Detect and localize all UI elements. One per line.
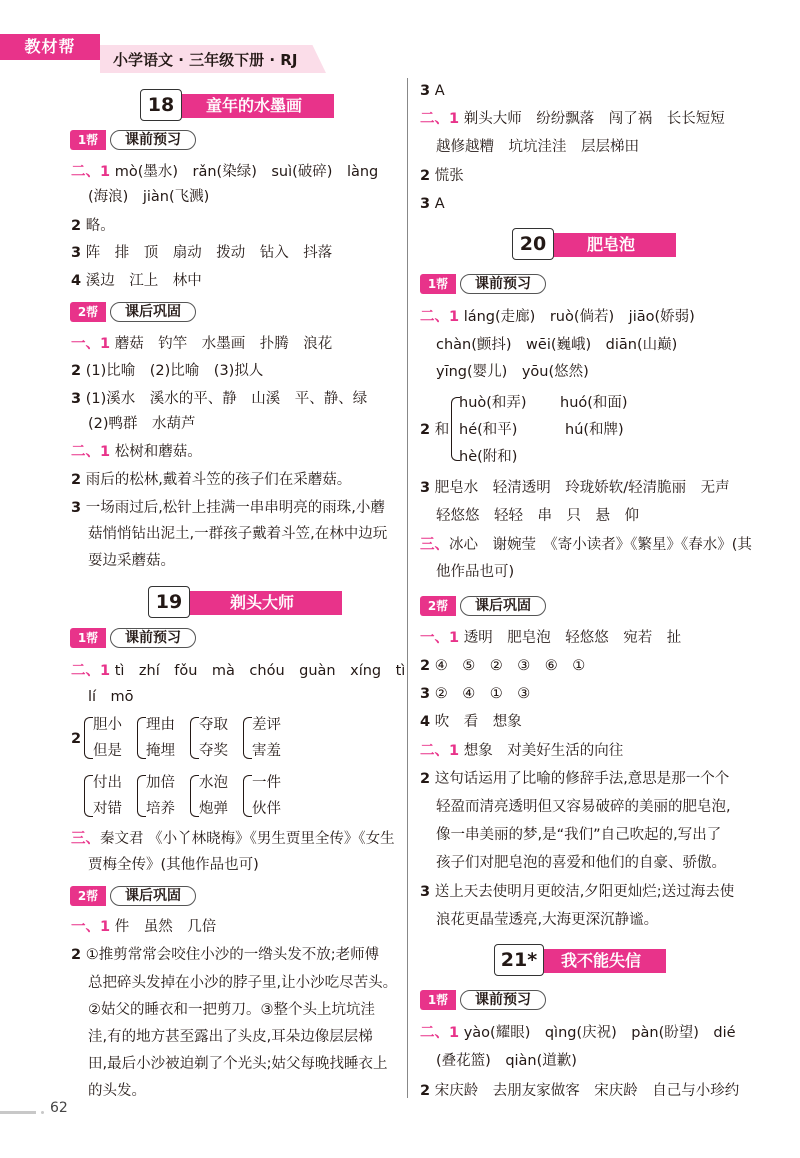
answer-line: 2 宋庆龄 去朋友家做客 宋庆龄 自己与小珍约 <box>420 1083 740 1099</box>
answer-line: 2 ①推剪常常会咬住小沙的一绺头发不放;老师傅 <box>71 947 380 963</box>
answer-line: 3 阵 排 顶 扇动 拨动 钻入 抖落 <box>71 245 333 261</box>
answer-line: 2 慌张 <box>420 168 464 184</box>
section-tag: 1帮 <box>420 990 456 1010</box>
answer-line: lí mō <box>88 689 134 705</box>
answer-line: 轻悠悠 轻轻 串 只 悬 仰 <box>436 508 639 524</box>
brace <box>84 717 93 759</box>
column-divider <box>407 78 408 1098</box>
answer-line: 二、1 剃头大师 纷纷飘落 闯了祸 长长短短 <box>420 111 725 127</box>
answer-line: 贾梅全传》(其他作品也可) <box>88 857 259 873</box>
answer-line: 3 一场雨过后,松针上挂满一串串明亮的雨珠,小蘑 <box>71 500 385 516</box>
answer-line: 田,最后小沙被迫剃了个光头;姑父每晚找睡衣上 <box>88 1056 388 1072</box>
section-label: 课前预习 <box>110 130 196 150</box>
answer-line: 二、1 松树和蘑菇。 <box>71 444 202 460</box>
answer-line: 3 肥皂水 轻清透明 玲珑娇软/轻清脆丽 无声 <box>420 480 730 496</box>
word: 夺取 <box>199 717 228 733</box>
answer-line: 4 溪边 江上 林中 <box>71 273 202 289</box>
section-label: 课前预习 <box>460 990 546 1010</box>
answer-line: 耍边采蘑菇。 <box>88 553 175 569</box>
answer-line: 他作品也可) <box>436 564 515 580</box>
section-tag: 2帮 <box>70 886 106 906</box>
answer-number: 2 和 <box>420 422 450 438</box>
lesson-name: 我不能失信 <box>536 949 666 973</box>
answer-line: 一、1 透明 肥皂泡 轻悠悠 宛若 扯 <box>420 630 682 646</box>
answer-line: 像一串美丽的梦,是“我们”自己吹起的,写出了 <box>436 827 722 843</box>
answer-line: 2 ④ ⑤ ② ③ ⑥ ① <box>420 658 586 674</box>
answer-line: 2 (1)比喻 (2)比喻 (3)拟人 <box>71 363 264 379</box>
brace <box>84 775 93 817</box>
answer-line: 孩子们对肥皂泡的喜爱和他们的自豪、骄傲。 <box>436 855 726 871</box>
answer-line: 二、1 láng(走廊) ruò(倘若) jiāo(娇弱) <box>420 309 695 325</box>
footer-dot <box>41 1111 44 1114</box>
answer-line: 3 ② ④ ① ③ <box>420 686 531 702</box>
brace <box>137 717 146 759</box>
answer-line: ②姑父的睡衣和一把剪刀。③整个头上坑坑洼 <box>88 1002 375 1018</box>
answer-line: 二、1 yào(耀眼) qìng(庆祝) pàn(盼望) dié <box>420 1025 736 1041</box>
section-label: 课前预习 <box>460 274 546 294</box>
section-preview <box>420 274 548 296</box>
answer-line: 3 送上天去使明月更皎洁,夕阳更灿烂;送过海去使 <box>420 884 735 900</box>
word: 但是 <box>93 743 122 759</box>
answer-line: 3 A <box>420 83 445 99</box>
pinyin-answer: hè(附和) <box>459 449 518 465</box>
answer-line: 三、秦文君 《小丫林晓梅》《男生贾里全传》《女生 <box>71 831 395 847</box>
section-preview <box>70 628 198 650</box>
answer-line: 浪花更晶莹透亮,大海更深沉静谧。 <box>436 912 659 928</box>
pinyin-answer: huò(和弄) <box>459 395 527 411</box>
answer-line: chàn(颤抖) wēi(巍峨) diān(山巅) <box>436 337 678 353</box>
answer-line: yīng(婴儿) yōu(悠然) <box>436 364 589 380</box>
answer-line: 洼,有的地方甚至露出了头皮,耳朵边像层层梯 <box>88 1029 373 1045</box>
header-badge: 教材帮 <box>0 34 100 60</box>
pinyin-answer: hú(和牌) <box>565 422 624 438</box>
word: 害羞 <box>252 743 281 759</box>
word: 伙伴 <box>252 801 281 817</box>
answer-line: 3 A <box>420 196 445 212</box>
section-preview <box>70 130 198 152</box>
brace <box>137 775 146 817</box>
page-number: 62 <box>50 1100 68 1116</box>
lesson-number: 19 <box>148 586 190 618</box>
word: 培养 <box>146 801 175 817</box>
section-tag: 1帮 <box>420 274 456 294</box>
word: 夺奖 <box>199 743 228 759</box>
word: 一件 <box>252 775 281 791</box>
answer-line: (海浪) jiàn(飞溅) <box>88 189 210 205</box>
brace <box>190 717 199 759</box>
section-preview <box>420 990 548 1012</box>
section-tag: 1帮 <box>70 628 106 648</box>
word: 掩埋 <box>146 743 175 759</box>
brace <box>243 775 252 817</box>
answer-line: 2 略。 <box>71 218 115 234</box>
word: 水泡 <box>199 775 228 791</box>
section-label: 课后巩固 <box>110 302 196 322</box>
answer-number: 2 <box>71 731 82 747</box>
header-subtitle: 小学语文 · 三年级下册 · RJ <box>113 51 298 69</box>
section-label: 课后巩固 <box>110 886 196 906</box>
pinyin-answer: hé(和平) <box>459 422 518 438</box>
section-label: 课后巩固 <box>460 596 546 616</box>
section-tag: 2帮 <box>70 302 106 322</box>
section-review <box>70 302 198 324</box>
footer-rule <box>0 1111 36 1114</box>
answer-line: 三、冰心 谢婉莹 《寄小读者》《繁星》《春水》(其 <box>420 537 752 553</box>
section-tag: 2帮 <box>420 596 456 616</box>
answer-line: 2 这句话运用了比喻的修辞手法,意思是那一个个 <box>420 771 730 787</box>
word: 理由 <box>146 717 175 733</box>
answer-line: 的头发。 <box>88 1083 146 1099</box>
word: 胆小 <box>93 717 122 733</box>
section-review <box>70 886 198 908</box>
lesson-number: 18 <box>140 89 182 121</box>
lesson-name: 剃头大师 <box>182 591 342 615</box>
lesson-name: 童年的水墨画 <box>174 94 334 118</box>
section-label: 课前预习 <box>110 628 196 648</box>
answer-line: 二、1 tì zhí fǒu mà chóu guàn xíng tì <box>71 663 406 679</box>
lesson-number: 21* <box>494 944 544 976</box>
answer-line: 一、1 件 虽然 几倍 <box>71 919 217 935</box>
word: 加倍 <box>146 775 175 791</box>
answer-line: 4 吹 看 想象 <box>420 714 522 730</box>
word: 差评 <box>252 717 281 733</box>
answer-line: 3 (1)溪水 溪水的平、静 山溪 平、静、绿 <box>71 391 368 407</box>
brace <box>190 775 199 817</box>
answer-line: 二、1 想象 对美好生活的向往 <box>420 743 624 759</box>
lesson-name: 肥皂泡 <box>546 233 676 257</box>
word: 付出 <box>93 775 122 791</box>
word: 炮弹 <box>199 801 228 817</box>
lesson-number: 20 <box>512 228 554 260</box>
answer-line: 一、1 蘑菇 钓竿 水墨画 扑腾 浪花 <box>71 336 333 352</box>
answer-line: 轻盈而清亮透明但又容易破碎的美丽的肥皂泡, <box>436 799 731 815</box>
answer-line: 二、1 mò(墨水) rǎn(染绿) suì(破碎) làng <box>71 164 379 180</box>
word: 对错 <box>93 801 122 817</box>
answer-line: 2 雨后的松林,戴着斗笠的孩子们在采蘑菇。 <box>71 472 352 488</box>
answer-line: 菇悄悄钻出泥土,一群孩子戴着斗笠,在林中边玩 <box>88 526 388 542</box>
section-tag: 1帮 <box>70 130 106 150</box>
answer-line: 越修越糟 坑坑洼洼 层层梯田 <box>436 139 639 155</box>
answer-line: (叠花篮) qiàn(道歉) <box>436 1053 577 1069</box>
answer-line: 总把碎头发掉在小沙的脖子里,让小沙吃尽苦头。 <box>88 975 398 991</box>
section-review <box>420 596 548 618</box>
brace <box>243 717 252 759</box>
pinyin-answer: huó(和面) <box>560 395 628 411</box>
answer-line: (2)鸭群 水葫芦 <box>88 416 196 432</box>
